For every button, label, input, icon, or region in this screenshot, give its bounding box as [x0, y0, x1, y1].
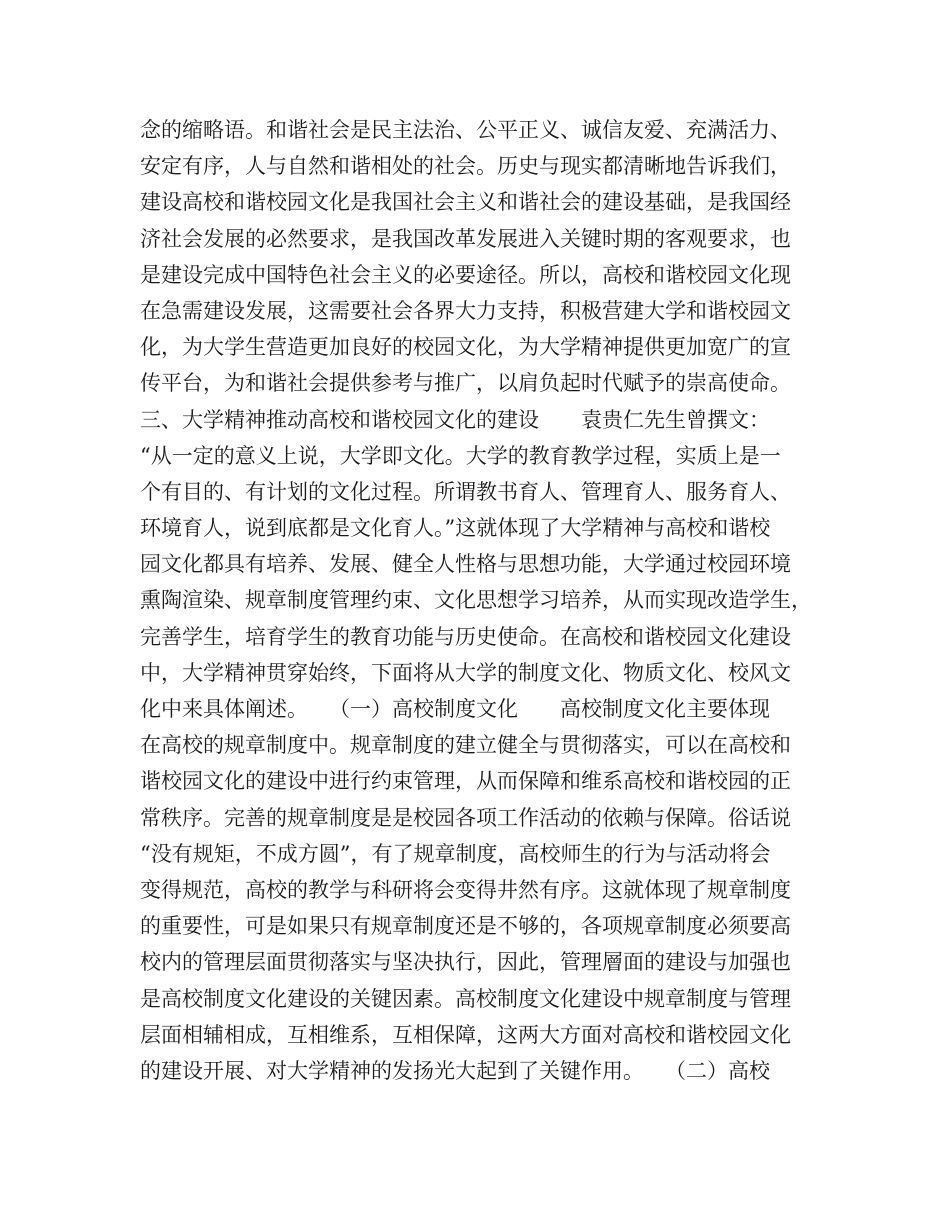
- text-line: 园文化都具有培养、发展、健全人性格与思想功能，大学通过校园环境: [140, 552, 791, 577]
- text-line: 在高校的规章制度中。规章制度的建立健全与贯彻落实，可以在高校和: [140, 733, 791, 758]
- text-line: 的建设开展、对大学精神的发扬光大起到了关键作用。 （二）高校: [140, 1058, 770, 1083]
- text-line: 常秩序。完善的规章制度是是校园各项工作活动的依赖与保障。俗话说: [140, 805, 791, 830]
- text-line: 变得规范，高校的教学与科研将会变得井然有序。这就体现了规章制度: [140, 877, 791, 902]
- text-line: 谐校园文化的建设中进行约束管理，从而保障和维系高校和谐校园的正: [140, 769, 791, 794]
- text-line: 济社会发展的必然要求，是我国改革发展进入关键时期的客观要求，也: [140, 226, 791, 251]
- text-line: 化中来具体阐述。 （一）高校制度文化 高校制度文化主要体现: [140, 697, 770, 721]
- text-line: 个有目的、有计划的文化过程。所谓教书育人、管理育人、服务育人、: [140, 479, 791, 504]
- text-line: 三、大学精神推动高校和谐校园文化的建设 袁贵仁先生曾撰文：: [140, 407, 770, 432]
- text-line: 完善学生，培育学生的教育功能与历史使命。在高校和谐校园文化建设: [140, 624, 791, 649]
- body-text: [140, 112, 830, 1089]
- text-line: 层面相辅相成，互相维系，互相保障，这两大方面对高校和谐校园文化: [140, 1022, 791, 1047]
- text-line: 是建设完成中国特色社会主义的必要途径。所以，高校和谐校园文化现: [140, 262, 791, 287]
- text-line: 是高校制度文化建设的关键因素。高校制度文化建设中规章制度与管理: [140, 986, 791, 1011]
- text-line: 化，为大学生营造更加良好的校园文化，为大学精神提供更加宽广的宣: [140, 335, 791, 360]
- text-line: 建设高校和谐校园文化是我国社会主义和谐社会的建设基础，是我国经: [140, 190, 791, 215]
- text-line: 中，大学精神贯穿始终，下面将从大学的制度文化、物质文化、校风文: [140, 660, 791, 685]
- text-line: 校内的管理层面贯彻落实与坚决执行，因此，管理層面的建设与加强也: [140, 950, 791, 975]
- text-line: “从一定的意义上说，大学即文化。大学的教育教学过程，实质上是一: [140, 443, 781, 468]
- text-line: 传平台，为和谐社会提供参考与推广，以肩负起时代赋予的崇高使命。: [140, 371, 791, 396]
- text-line: 的重要性，可是如果只有规章制度还是不够的，各项规章制度必须要高: [140, 914, 791, 939]
- text-line: 熏陶渲染、规章制度管理约束、文化思想学习培养，从而实现改造学生，: [140, 588, 812, 613]
- text-line: 在急需建设发展，这需要社会各界大力支持，积极营建大学和谐校园文: [140, 298, 791, 323]
- text-line: 念的缩略语。和谐社会是民主法治、公平正义、诚信友爱、充满活力、: [140, 118, 791, 142]
- text-line: “没有规矩，不成方圆”，有了规章制度，高校师生的行为与活动将会: [140, 841, 771, 866]
- text-line: 环境育人，说到底都是文化育人。”这就体现了大学精神与高校和谐校: [140, 516, 771, 541]
- text-line: 安定有序，人与自然和谐相处的社会。历史与现实都清晰地告诉我们，: [140, 154, 791, 179]
